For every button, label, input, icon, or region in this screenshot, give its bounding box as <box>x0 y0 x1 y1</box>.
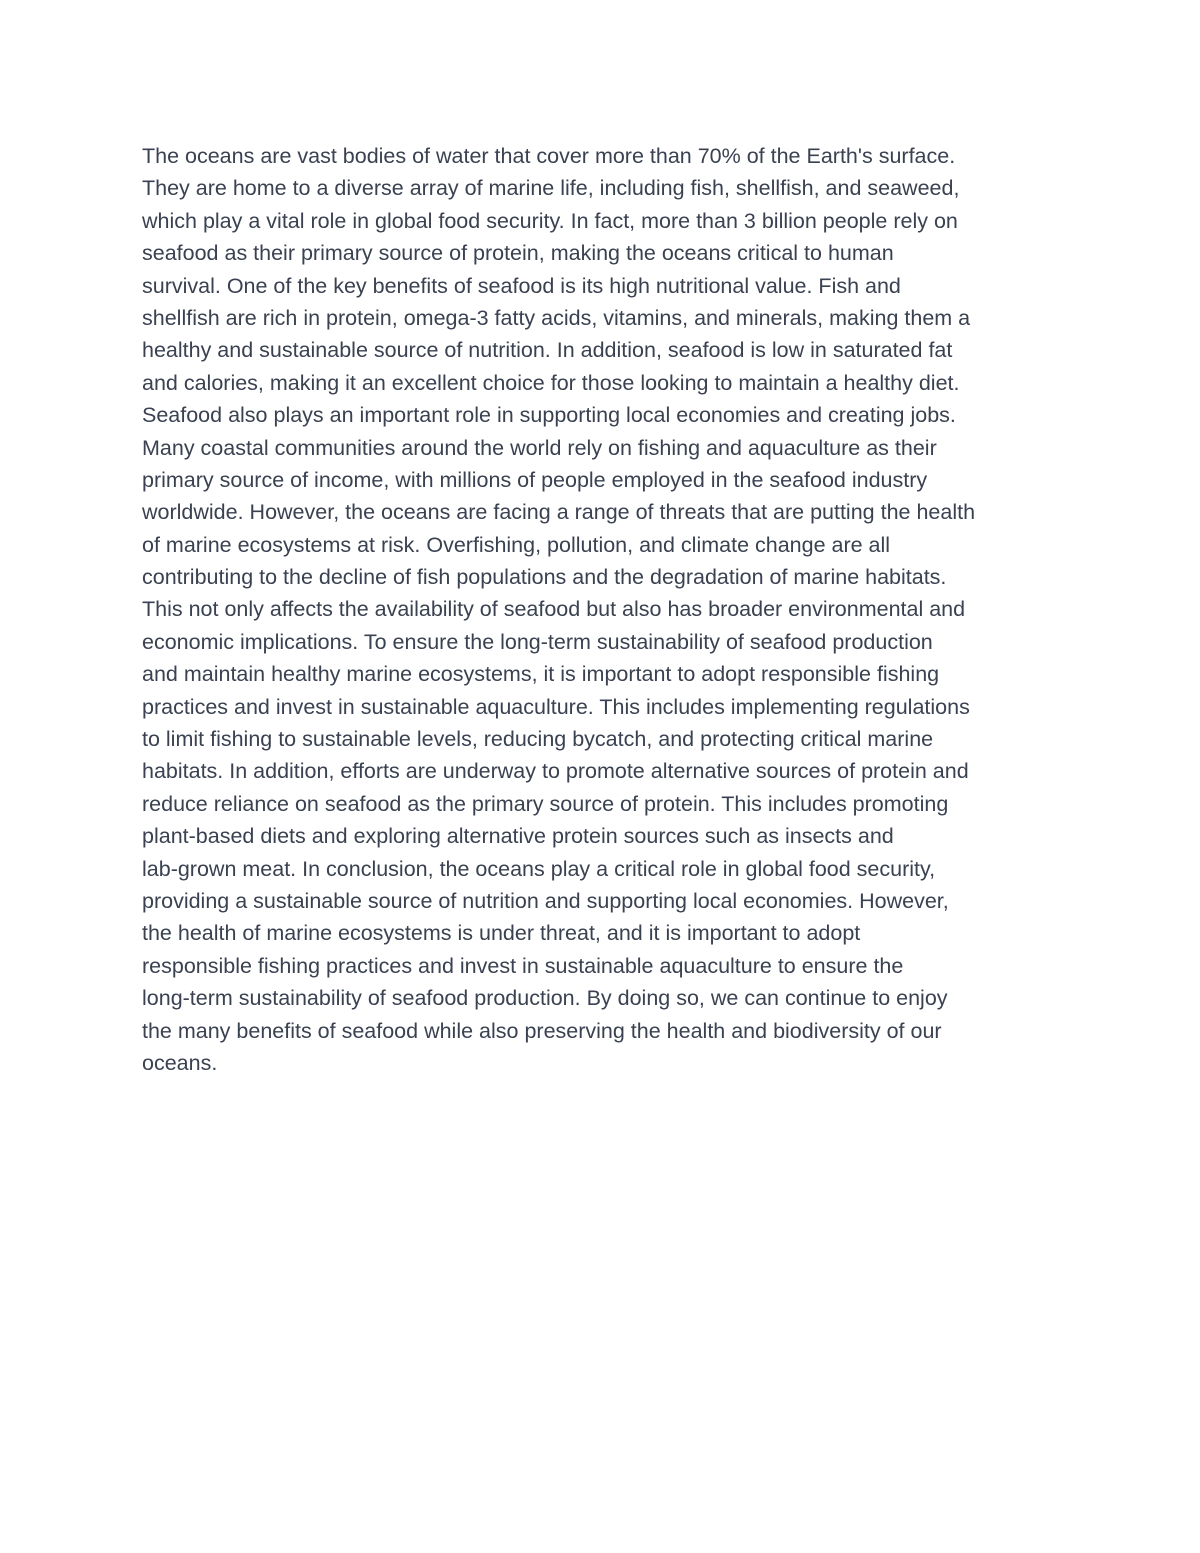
text-line: Seafood also plays an important role in supporting local economies and creating jobs. <box>142 403 956 428</box>
text-line: Many coastal communities around the world rely on fishing and aquaculture as their <box>142 435 937 460</box>
text-line: contributing to the decline of fish populations and the degradation of marine habitats. <box>142 565 947 590</box>
text-line: healthy and sustainable source of nutrition. In addition, seafood is low in saturated fat <box>142 338 953 363</box>
text-line: The oceans are vast bodies of water that cover more than 70% of the Earth's surface. <box>142 144 956 168</box>
text-line: This not only affects the availability of seafood but also has broader environmental and <box>142 597 966 622</box>
text-line: the many benefits of seafood while also preserving the health and biodiversity of our <box>142 1018 942 1043</box>
text-line: reduce reliance on seafood as the primary source of protein. This includes promoting <box>142 791 949 816</box>
text-line: the health of marine ecosystems is under threat, and it is important to adopt <box>142 921 861 946</box>
text-line: They are home to a diverse array of marine life, including fish, shellfish, and seaweed, <box>142 176 960 201</box>
text-line: to limit fishing to sustainable levels, reducing bycatch, and protecting critical marine <box>142 727 934 752</box>
text-line: providing a sustainable source of nutrition and supporting local economies. However, <box>142 888 949 913</box>
text-line: and calories, making it an excellent choice for those looking to maintain a healthy diet. <box>142 370 960 395</box>
text-line: oceans. <box>142 1050 218 1075</box>
text-line: shellfish are rich in protein, omega-3 fatty acids, vitamins, and minerals, making them a <box>142 305 971 330</box>
text-line: of marine ecosystems at risk. Overfishing, pollution, and climate change are all <box>142 532 891 557</box>
text-line: and maintain healthy marine ecosystems, it is important to adopt responsible fishing <box>142 662 940 687</box>
body-paragraph <box>142 140 1082 1079</box>
text-line: habitats. In addition, efforts are underway to promote alternative sources of protein and <box>142 759 969 784</box>
text-line: long-term sustainability of seafood production. By doing so, we can continue to enjoy <box>142 986 948 1011</box>
text-line: practices and invest in sustainable aquaculture. This includes implementing regulations <box>142 694 970 719</box>
text-line: seafood as their primary source of protein, making the oceans critical to human <box>142 241 894 266</box>
text-line: responsible fishing practices and invest in sustainable aquaculture to ensure the <box>142 953 904 978</box>
text-line: which play a vital role in global food security. In fact, more than 3 billion people rely on <box>142 208 958 233</box>
text-line: survival. One of the key benefits of seafood is its high nutritional value. Fish and <box>142 273 901 298</box>
text-line: primary source of income, with millions of people employed in the seafood industry <box>142 467 928 492</box>
text-line: plant-based diets and exploring alternative protein sources such as insects and <box>142 824 894 849</box>
text-line: economic implications. To ensure the long-term sustainability of seafood production <box>142 629 933 654</box>
text-line: lab-grown meat. In conclusion, the oceans play a critical role in global food security, <box>142 856 936 881</box>
text-line: worldwide. However, the oceans are facing a range of threats that are putting the health <box>142 500 976 525</box>
